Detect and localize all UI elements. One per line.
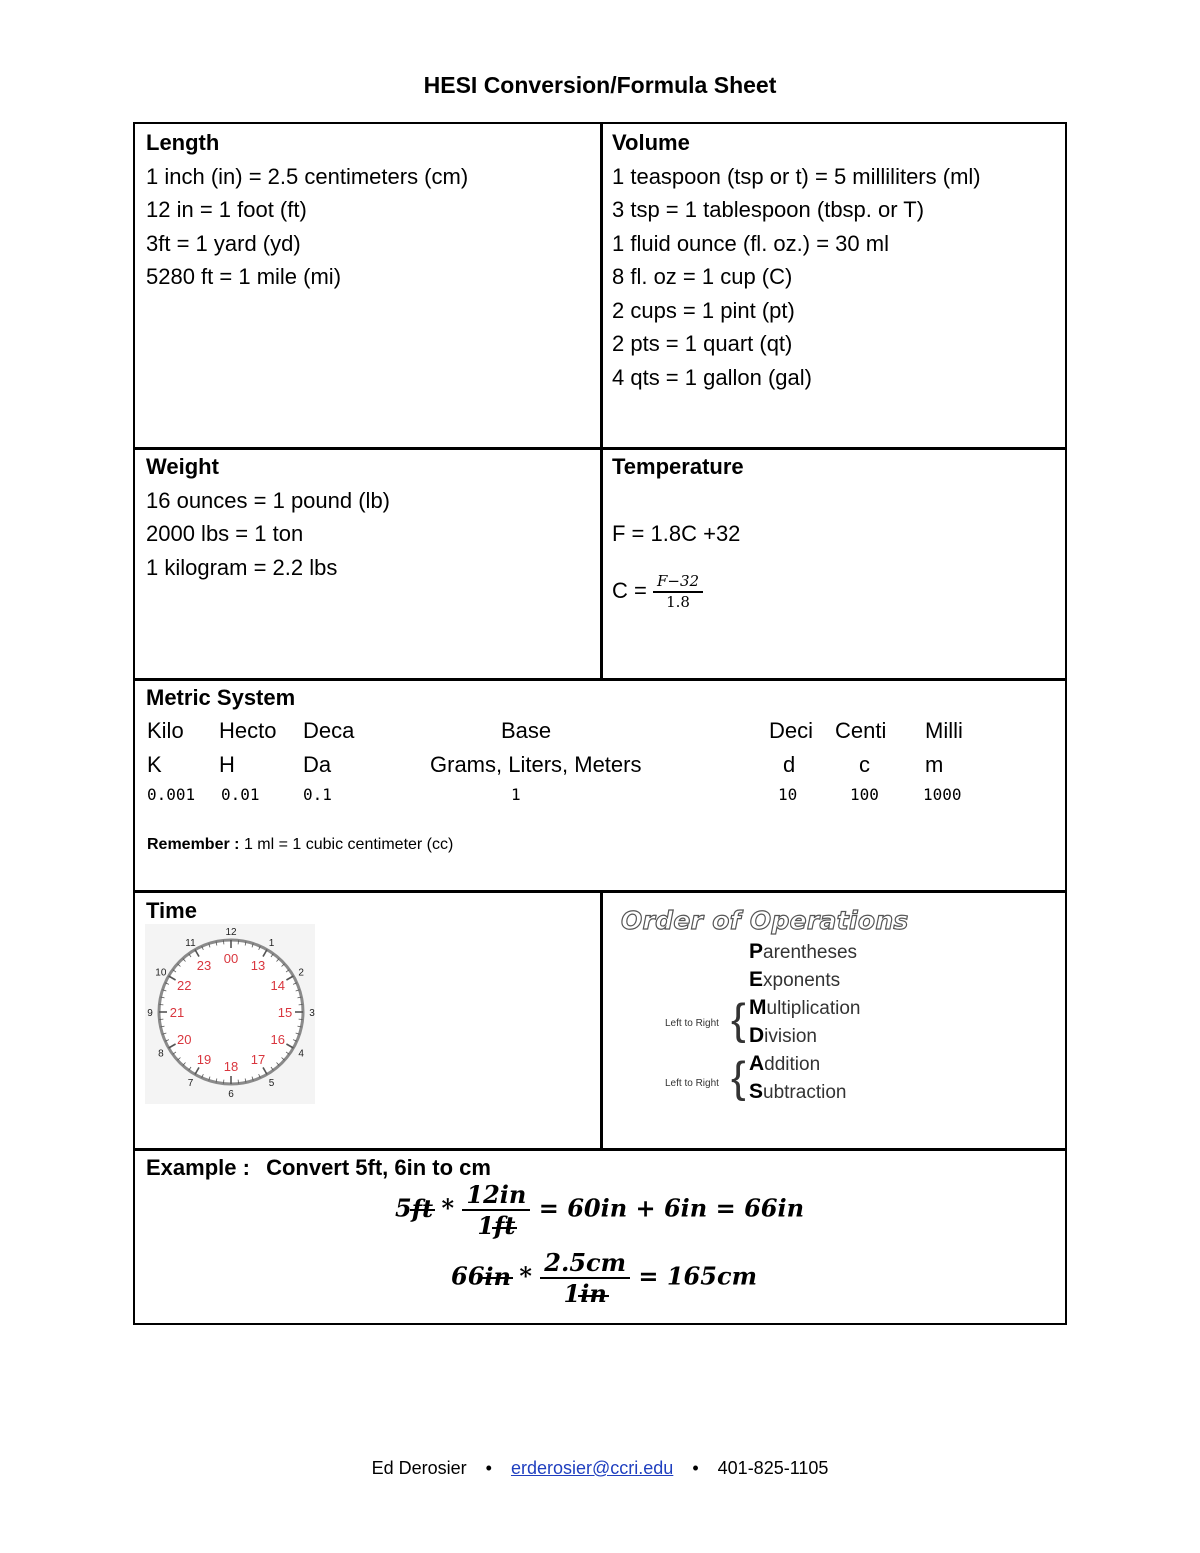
clock-24h-label: 22: [177, 978, 192, 993]
clock-hour-label: 5: [268, 1078, 275, 1090]
eq-den-number: 1: [477, 1211, 495, 1240]
metric-symbol: d: [783, 752, 796, 777]
metric-value: 1: [511, 785, 521, 804]
clock-hour-label: 8: [158, 1048, 164, 1060]
email-link[interactable]: erderosier@ccri.edu: [510, 1458, 674, 1478]
length-line: 3ft = 1 yard (yd): [146, 230, 301, 256]
clock-24h-label: 18: [223, 1059, 239, 1074]
length-heading: Length: [146, 130, 220, 155]
remember-label: Remember :: [147, 836, 240, 853]
weight-line: 1 kilogram = 2.2 lbs: [146, 554, 338, 580]
op-multiplication: [749, 996, 861, 1020]
footer: [0, 1458, 1200, 1479]
weight-section: [146, 450, 390, 584]
celsius-fraction: [653, 572, 703, 612]
weight-heading: Weight: [146, 454, 219, 479]
celsius-formula: [612, 572, 744, 612]
metric-value: 10: [778, 785, 798, 804]
order-of-operations-title: Order of Operations: [621, 906, 909, 935]
clock-24h-label: 00: [223, 951, 239, 966]
op-parentheses: [749, 940, 857, 964]
eq-fraction: [540, 1248, 630, 1308]
op-letter: S: [749, 1080, 764, 1103]
example-heading: Example :: [146, 1155, 250, 1180]
clock-24h-label: 23: [196, 958, 212, 974]
length-line: 12 in = 1 foot (ft): [146, 197, 307, 222]
volume-line: 3 tsp = 1 tablespoon (tbsp. or T): [612, 197, 925, 222]
volume-heading: Volume: [612, 130, 690, 155]
formula-sheet: [133, 122, 1067, 1325]
metric-value: 100: [850, 785, 879, 804]
metric-symbol: Da: [303, 752, 332, 777]
metric-name: Deci: [769, 718, 814, 743]
clock-hour-label: 9: [147, 1008, 153, 1019]
bullet-separator: •: [485, 1458, 492, 1478]
metric-symbol: Grams, Liters, Meters: [430, 752, 642, 777]
clock-hour-label: 11: [185, 937, 196, 949]
op-letter: E: [749, 968, 764, 991]
volume-line: 2 pts = 1 quart (qt): [612, 331, 793, 356]
divider: [600, 891, 603, 1149]
volume-section: [612, 126, 981, 394]
volume-line: 4 qts = 1 gallon (gal): [612, 364, 812, 390]
metric-value: 0.001: [147, 785, 196, 804]
clock-hour-label: 4: [298, 1048, 304, 1060]
celsius-denominator: 1.8: [666, 593, 690, 611]
op-rest: arentheses: [763, 942, 858, 963]
weight-line: 2000 lbs = 1 ton: [146, 521, 304, 546]
metric-symbol: m: [925, 752, 944, 777]
eq-denominator: [477, 1211, 515, 1240]
clock-hour-label: 6: [228, 1089, 234, 1100]
order-of-operations: [621, 906, 951, 1126]
eq-lead-unit: ft: [411, 1193, 434, 1223]
metric-heading-wrap: [146, 681, 295, 715]
op-letter: P: [749, 940, 764, 963]
metric-name: Milli: [925, 718, 963, 743]
brace-icon: {: [731, 995, 746, 1044]
op-rest: ddition: [764, 1054, 821, 1075]
author-name: Ed Derosier: [371, 1458, 467, 1478]
metric-value: 0.1: [303, 785, 332, 804]
example-task: Convert 5ft, 6in to cm: [266, 1155, 491, 1180]
example-equation-2: 66in * $\frac{2.5cm}{1in}$ = 165cm: [451, 1248, 757, 1308]
clock-24h-label: 13: [250, 958, 266, 974]
eq-den-unit: in: [580, 1279, 607, 1308]
metric-symbol: K: [147, 752, 162, 777]
divider: [600, 124, 603, 680]
eq-den-number: 1: [563, 1279, 581, 1308]
celsius-numerator: F−32: [653, 572, 703, 593]
eq-lead-unit: in: [484, 1261, 511, 1291]
fahrenheit-formula: F = 1.8C +32: [612, 520, 741, 546]
metric-name: Base: [501, 718, 552, 743]
volume-line: 2 cups = 1 pint (pt): [612, 297, 795, 323]
remember-text: 1 ml = 1 cubic centimeter (cc): [243, 836, 454, 853]
clock-hour-label: 10: [155, 967, 167, 979]
clock-icon: [145, 924, 315, 1104]
metric-symbol: H: [219, 752, 235, 777]
clock-24h-label: 21: [169, 1005, 185, 1020]
eq-fraction: [462, 1180, 530, 1240]
metric-value: 1000: [923, 785, 962, 804]
length-line: 1 inch (in) = 2.5 centimeters (cm): [146, 163, 469, 189]
metric-name: Hecto: [219, 718, 277, 743]
volume-line: 1 teaspoon (tsp or t) = 5 milliliters (ml): [612, 163, 981, 189]
op-division: [749, 1024, 817, 1048]
temperature-heading: Temperature: [612, 454, 744, 479]
clock-24h-label: 15: [277, 1005, 293, 1020]
clock-hour-label: 1: [268, 937, 275, 949]
op-rest: ultiplication: [766, 998, 861, 1019]
clock-24h-label: 19: [196, 1051, 212, 1067]
op-letter: D: [749, 1024, 765, 1047]
metric-name: Centi: [835, 718, 887, 743]
eq-numerator: 12in: [462, 1180, 530, 1211]
eq-denominator: [564, 1279, 607, 1308]
clock-hour-label: 7: [187, 1078, 194, 1090]
eq-lead: 5: [395, 1193, 412, 1223]
eq-rest: = 60in + 6in = 66in: [538, 1193, 805, 1223]
eq-rest: = 165cm: [638, 1261, 757, 1291]
metric-name: Kilo: [147, 718, 184, 743]
length-section: [146, 126, 468, 294]
op-subtraction: [749, 1080, 846, 1104]
celsius-prefix: C =: [612, 577, 647, 603]
remember-note: [147, 836, 453, 854]
phone-number: 401-825-1105: [717, 1458, 829, 1478]
left-to-right-label: Left to Right: [665, 1018, 719, 1029]
op-exponents: [749, 968, 840, 992]
metric-symbol: c: [859, 752, 870, 777]
left-to-right-label: Left to Right: [665, 1078, 719, 1089]
metric-heading: Metric System: [146, 685, 296, 710]
op-letter: A: [749, 1052, 765, 1075]
brace-icon: {: [731, 1053, 746, 1102]
length-line: 5280 ft = 1 mile (mi): [146, 264, 342, 289]
clock-hour-label: 2: [298, 967, 304, 979]
eq-numerator: 2.5cm: [540, 1248, 630, 1279]
volume-line: 1 fluid ounce (fl. oz.) = 30 ml: [612, 230, 889, 256]
volume-line: 8 fl. oz = 1 cup (C): [612, 264, 793, 289]
clock-hour-label: 3: [309, 1008, 315, 1019]
op-rest: xponents: [763, 970, 841, 991]
metric-value: 0.01: [221, 785, 260, 804]
temperature-section: [612, 450, 744, 612]
op-letter: M: [749, 996, 767, 1019]
clock-24h-label: 17: [250, 1051, 266, 1067]
weight-line: 16 ounces = 1 pound (lb): [146, 487, 391, 513]
op-addition: [749, 1052, 820, 1076]
op-rest: ubtraction: [763, 1082, 847, 1103]
example-equation-1: 5ft * $\frac{12in}{1ft}$ = 60in + 6in = 66in: [395, 1180, 805, 1240]
time-section: [146, 894, 197, 928]
op-rest: ivision: [764, 1026, 817, 1047]
clock-24h-label: 14: [270, 978, 285, 993]
clock-24h-label: 16: [270, 1032, 285, 1047]
page-title: HESI Conversion/Formula Sheet: [423, 72, 777, 98]
bullet-separator: •: [692, 1458, 699, 1478]
time-heading: Time: [146, 898, 197, 923]
clock-24h-label: 20: [177, 1032, 192, 1047]
clock-hour-label: 12: [225, 927, 237, 938]
eq-lead: 66: [451, 1261, 485, 1291]
metric-name: Deca: [303, 718, 355, 743]
eq-den-unit: ft: [494, 1211, 516, 1240]
